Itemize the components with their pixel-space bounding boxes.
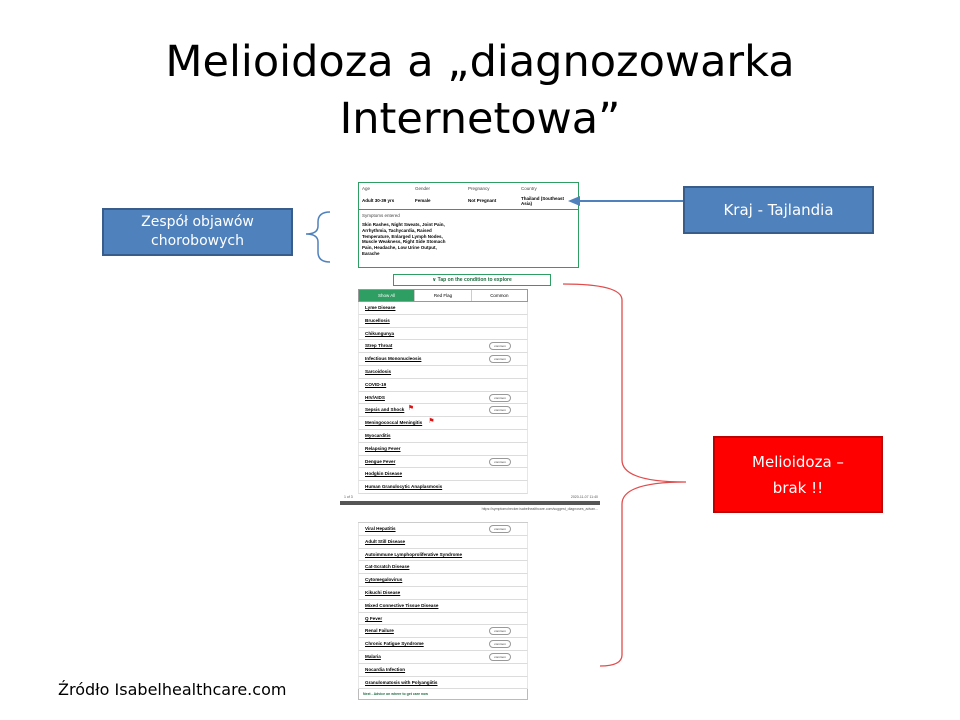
melioidosis-missing-callout	[713, 436, 883, 513]
diagnosis-row[interactable]	[358, 613, 528, 626]
diagnosis-row[interactable]	[358, 366, 528, 379]
diagnosis-name[interactable]: Relapsing Fever	[365, 445, 401, 451]
age-field	[362, 186, 412, 203]
page-divider	[340, 501, 600, 505]
diagnosis-row[interactable]	[358, 328, 528, 341]
diagnosis-row[interactable]	[358, 468, 528, 481]
diagnosis-name[interactable]: Infectious Mononucleosis	[365, 356, 422, 362]
pregnancy-value: Not Pregnant	[468, 198, 497, 203]
tab-show-all[interactable]: Show All	[359, 290, 415, 301]
tap-condition-hint[interactable]: ∨ Tap on the condition to explore	[393, 274, 551, 286]
tab-common[interactable]: Common	[490, 293, 509, 298]
diagnosis-row[interactable]	[358, 536, 528, 549]
slide-title-line-2: Internetowa”	[339, 94, 621, 144]
results-page-1	[358, 289, 528, 494]
slide-title	[80, 34, 880, 148]
gender-label: Gender	[415, 186, 431, 191]
diagnosis-row[interactable]	[358, 561, 528, 574]
next-advice-link[interactable]: Next - Advice on where to get care now	[358, 689, 528, 700]
diagnosis-name[interactable]: Sarcoidosis	[365, 368, 392, 374]
symptoms-section	[359, 210, 578, 260]
slide-title-line-1: Melioidoza a „diagnozowarka	[165, 37, 795, 87]
diagnosis-name[interactable]: Myocarditis	[365, 432, 391, 438]
common-badge: common	[489, 627, 511, 635]
common-badge: common	[489, 342, 511, 350]
diagnosis-row[interactable]	[358, 600, 528, 613]
print-page-break	[340, 495, 600, 515]
common-badge: common	[489, 458, 511, 466]
red-flag-icon: ⚑	[407, 405, 415, 413]
diagnosis-name[interactable]: Cytomegalovirus	[365, 577, 403, 583]
diagnosis-row[interactable]	[358, 404, 528, 417]
patient-summary-card	[358, 182, 579, 268]
common-badge: common	[489, 406, 511, 414]
diagnosis-name[interactable]: COVID-19	[365, 381, 387, 387]
pregnancy-label: Pregnancy	[468, 186, 490, 191]
common-badge: common	[489, 394, 511, 402]
symptoms-callout	[102, 208, 293, 256]
diagnosis-row[interactable]	[358, 481, 528, 494]
diagnosis-name[interactable]: Strep Throat	[365, 343, 393, 349]
diagnosis-name[interactable]: Cat-Scratch Disease	[365, 564, 410, 570]
gender-value: Female	[415, 198, 431, 203]
tab-red-flag[interactable]: Red Flag	[415, 290, 471, 301]
diagnosis-name[interactable]: Chronic Fatigue Syndrome	[365, 641, 424, 647]
diagnosis-row[interactable]	[358, 651, 528, 664]
melioidosis-callout-line-2: brak !!	[772, 478, 824, 497]
diagnosis-name[interactable]: Viral Hepatitis	[365, 526, 396, 531]
results-page-2	[358, 522, 528, 700]
diagnosis-row[interactable]	[358, 302, 528, 315]
pregnancy-field	[468, 186, 518, 203]
diagnosis-name[interactable]: Human Granulocytic Anaplasmosis	[365, 484, 443, 490]
age-label: Age	[362, 186, 371, 191]
diagnosis-row[interactable]	[358, 392, 528, 405]
diagnosis-name[interactable]: Sepsis and Shock	[365, 407, 405, 413]
diagnosis-row[interactable]	[358, 430, 528, 443]
diagnosis-row[interactable]	[358, 587, 528, 600]
common-badge: common	[489, 525, 511, 533]
red-flag-icon: ⚑	[428, 418, 435, 426]
diagnosis-row[interactable]	[358, 340, 528, 353]
diagnosis-list-page-1	[358, 302, 528, 494]
source-citation: Źródło Isabelhealthcare.com	[58, 680, 287, 699]
results-tabs	[358, 289, 528, 302]
diagnosis-row[interactable]	[358, 523, 528, 536]
diagnosis-name[interactable]: Kikuchi Disease	[365, 589, 401, 595]
diagnosis-name[interactable]: Autoimmune Lymphoproliferative Syndrome	[365, 551, 463, 557]
diagnosis-row[interactable]	[358, 315, 528, 328]
diagnosis-row[interactable]	[358, 456, 528, 469]
country-label: Country	[521, 186, 537, 191]
country-field	[521, 186, 573, 206]
symptoms-callout-line-2: chorobowych	[151, 233, 244, 249]
diagnosis-list-page-2	[358, 522, 528, 689]
symptoms-brace	[306, 212, 330, 262]
diagnosis-row[interactable]	[358, 625, 528, 638]
common-badge: common	[489, 640, 511, 648]
diagnosis-row[interactable]	[358, 353, 528, 366]
diagnosis-name[interactable]: Malaria	[365, 653, 381, 659]
diagnosis-name[interactable]: Hodgkin Disease	[365, 471, 403, 477]
results-bracket	[563, 284, 686, 666]
diagnosis-name[interactable]: Meningococcal Meningitis	[365, 420, 423, 426]
diagnosis-name[interactable]: Mixed Connective Tissue Disease	[365, 602, 439, 608]
country-value: Thailand (Southeast Asia)	[521, 196, 565, 206]
age-value: Adult 30-39 yrs	[362, 198, 395, 203]
diagnosis-name[interactable]: Adult Still Disease	[365, 538, 406, 544]
diagnosis-row[interactable]	[358, 443, 528, 456]
diagnosis-name[interactable]: Granulomatosis with Polyangiitis	[365, 679, 438, 685]
diagnosis-name[interactable]: Brucellosis	[365, 317, 390, 323]
diagnosis-row[interactable]	[358, 417, 528, 430]
diagnosis-row[interactable]	[358, 574, 528, 587]
diagnosis-row[interactable]	[358, 638, 528, 651]
symptoms-callout-line-1: Zespół objawów	[141, 214, 254, 230]
common-badge: common	[489, 355, 511, 363]
diagnosis-row[interactable]	[358, 379, 528, 392]
symptoms-list: Skin Rashes, Night Sweats, Joint Pain, Arrhythmia, Tachycardia, Raised Temperature, Enlarged Lymph Nodes, Muscle Weakness, Right Side Stomach Pain, Headache, Low Urine Output, Earache	[362, 222, 446, 256]
country-callout: Kraj - Tajlandia	[683, 186, 874, 234]
page-url: https://symptomchecker.isabelhealthcare.com/suggest_diagnoses_advan...	[481, 507, 598, 511]
patient-demographics	[359, 183, 578, 210]
diagnosis-name[interactable]: Dengue Fever	[365, 458, 396, 464]
print-timestamp: 2020-11-07 11:40	[570, 495, 598, 499]
gender-field	[415, 186, 465, 203]
page-number: 1 of 3	[344, 495, 353, 499]
common-badge: common	[489, 653, 511, 661]
diagnosis-name[interactable]: HIV/AIDS	[365, 394, 385, 400]
diagnosis-name[interactable]: Chikungunya	[365, 330, 395, 336]
diagnosis-name[interactable]: Lyme Disease	[365, 305, 396, 310]
diagnosis-row[interactable]	[358, 677, 528, 690]
diagnosis-name[interactable]: Nocardia Infection	[365, 666, 406, 672]
diagnosis-row[interactable]	[358, 549, 528, 562]
diagnosis-name[interactable]: Renal Failure	[365, 628, 394, 634]
diagnosis-row[interactable]	[358, 664, 528, 677]
melioidosis-callout-line-1: Melioidoza –	[752, 452, 844, 471]
symptoms-label: Symptoms entered	[362, 213, 400, 218]
diagnosis-name[interactable]: Q Fever	[365, 615, 383, 621]
